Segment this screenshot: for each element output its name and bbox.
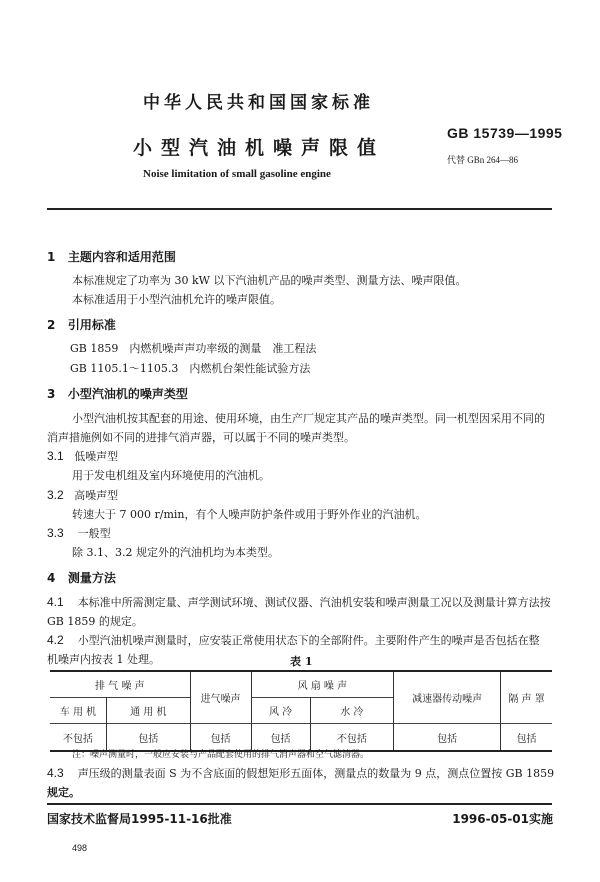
clause-4-3 [47, 765, 554, 781]
paragraph: 本标准规定了功率为 30 kW 以下汽油机产品的噪声类型、测量方法、噪声限值。 [72, 274, 467, 287]
section-number: 4 [47, 571, 56, 585]
reference-item: GB 1859 内燃机噪声声功率级的测量 准工程法 [70, 342, 317, 355]
subsection-title: 高噪声型 [74, 489, 119, 502]
header-reducer-noise: 减速器传动噪声 [394, 671, 501, 724]
paragraph: 用于发电机组及室内环境使用的汽油机。 [72, 469, 270, 482]
table-cell: 包括 [501, 724, 552, 752]
paragraph: 规定。 [47, 786, 80, 799]
table-cell: 包括 [107, 724, 191, 752]
document-title-en: Noise limitation of small gasoline engine [143, 168, 331, 180]
clause-4-1 [47, 594, 551, 610]
subsection-number: 3.1 [47, 449, 64, 463]
table-cell: 不包括 [50, 724, 107, 752]
subsection-3-3-heading [47, 525, 111, 541]
subsection-3-1-heading [47, 448, 118, 464]
noise-inclusion-table [50, 670, 552, 752]
paragraph: 消声措施例如不同的进排气消声器，可以属于不同的噪声类型。 [47, 431, 355, 444]
section-title: 引用标准 [67, 318, 116, 332]
section-title: 主题内容和适用范围 [67, 250, 176, 264]
clause-number: 4.2 [47, 633, 64, 647]
section-title: 小型汽油机的噪声类型 [67, 387, 188, 401]
national-standard-heading: 中华人民共和国国家标准 [143, 93, 374, 113]
paragraph: 本标准适用于小型汽油机允许的噪声限值。 [72, 293, 281, 306]
paragraph: 小型汽油机按其配套的用途、使用环境，由生产厂规定其产品的噪声类型。同一机型因采用不同的 [72, 412, 545, 425]
clause-text: 声压级的测量表面 S 为不含底面的假想矩形五面体，测量点的数量为 9 点，测点位置按 GB 1859 [77, 767, 555, 780]
header-fan-noise: 风 扇 噪 声 [251, 671, 394, 698]
header-general-engine: 通 用 机 [107, 698, 191, 724]
clause-text: 小型汽油机噪声测量时，应安装正常使用状态下的全部附件。主要附件产生的噪声是否包括在整 [77, 634, 540, 647]
section-2-heading [47, 316, 116, 333]
table-cell: 包括 [251, 724, 310, 752]
footer-divider [47, 803, 552, 805]
header-exhaust-noise: 排 气 噪 声 [50, 671, 190, 698]
paragraph: 机噪声内按表 1 处理。 [47, 653, 160, 666]
subsection-number: 3.3 [47, 526, 64, 540]
table-note: 注：噪声测量时，一般应安装与产品配套使用的排气消声器和空气滤清器。 [72, 750, 370, 760]
header-enclosure: 隔 声 罩 [501, 671, 552, 724]
subsection-number: 3.2 [47, 488, 64, 502]
header-air-cooled: 风 冷 [251, 698, 310, 724]
subsection-title: 一般型 [77, 527, 111, 540]
standard-number: GB 15739—1995 [447, 125, 563, 141]
paragraph: 除 3.1、3.2 规定外的汽油机均为本类型。 [72, 546, 279, 559]
clause-4-2 [47, 632, 540, 648]
table-caption: 表 1 [290, 655, 313, 668]
paragraph: 转速大于 7 000 r/min，有个人噪声防护条件或用于野外作业的汽油机。 [72, 508, 427, 521]
section-number: 1 [47, 250, 56, 264]
approval-info: 国家技术监督局1995-11-16批准 [47, 812, 232, 826]
section-4-heading [47, 569, 116, 586]
paragraph: GB 1859 的规定。 [47, 615, 143, 628]
clause-number: 4.3 [47, 766, 64, 780]
table-cell: 不包括 [310, 724, 394, 752]
section-1-heading [47, 248, 176, 265]
table-cell: 包括 [190, 724, 251, 752]
header-vehicle-engine: 车 用 机 [50, 698, 107, 724]
header-divider [47, 208, 552, 210]
clause-text: 本标准中所需测定量、声学测试环境、测试仪器、汽油机安装和噪声测量工况以及测量计算方法按 [77, 596, 551, 609]
replaces-standard: 代替 GBn 264—86 [447, 155, 519, 165]
subsection-3-2-heading [47, 487, 118, 503]
reference-item: GB 1105.1～1105.3 内燃机台架性能试验方法 [70, 362, 311, 375]
page-number: 498 [72, 843, 88, 853]
effective-date: 1996-05-01实施 [452, 812, 553, 826]
header-intake-noise: 进气噪声 [190, 671, 251, 724]
section-number: 2 [47, 318, 56, 332]
section-title: 测量方法 [67, 571, 116, 585]
document-title-cn: 小型汽油机噪声限值 [133, 137, 386, 159]
subsection-title: 低噪声型 [74, 450, 119, 463]
clause-number: 4.1 [47, 595, 64, 609]
table-cell: 包括 [394, 724, 501, 752]
section-3-heading [47, 385, 188, 402]
header-water-cooled: 水 冷 [310, 698, 394, 724]
section-number: 3 [47, 387, 56, 401]
